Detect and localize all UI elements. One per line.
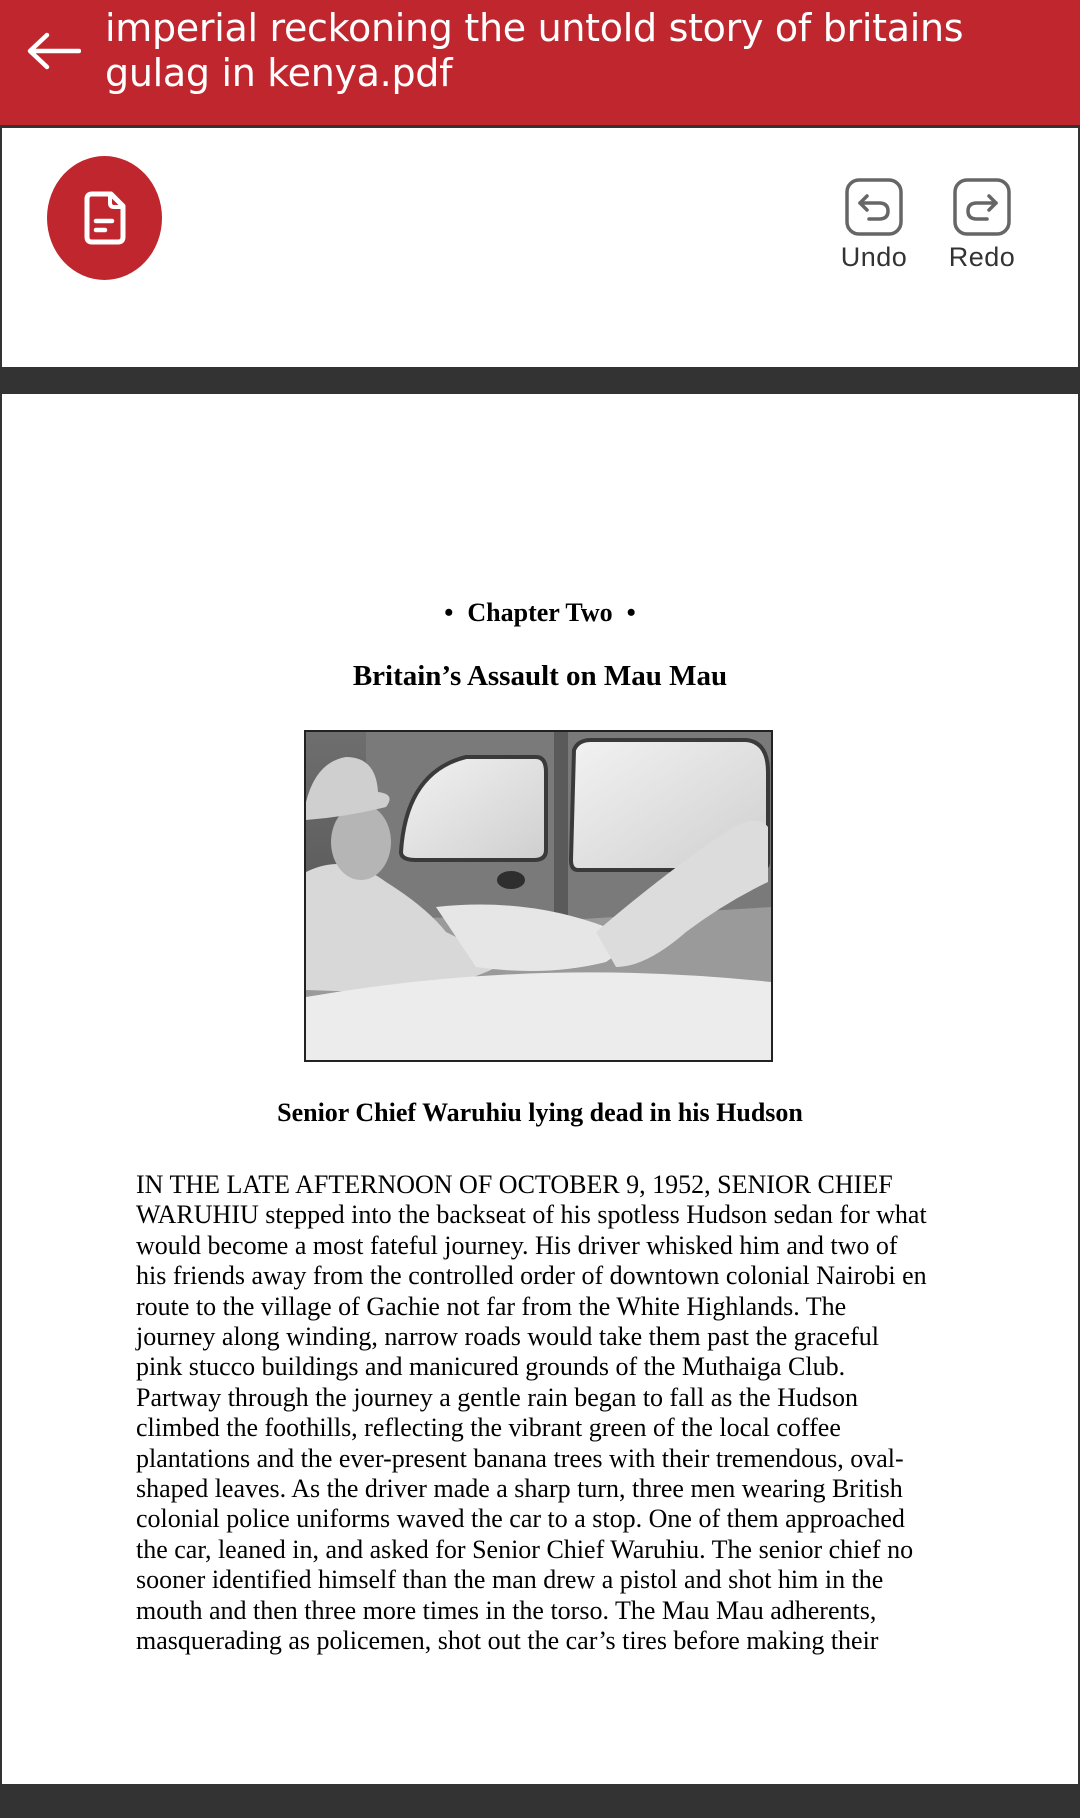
pdf-page[interactable] [2,394,1078,1784]
body-line: sooner identified himself than the man drew a pistol and shot him in the [136,1565,884,1595]
body-line: the car, leaned in, and asked for Senior Chief Waruhiu. The senior chief no [136,1534,914,1564]
body-line: would become a most fateful journey. His driver whisked him and two of [136,1230,898,1260]
body-line: climbed the foothills, reflecting the vibrant green of the local coffee [136,1413,841,1443]
undo-label: Undo [840,242,908,272]
body-line: WARUHIU stepped into the backseat of his spotless Hudson sedan for what [136,1200,927,1230]
app-bar [0,0,1080,125]
photo-caption: Senior Chief Waruhiu lying dead in his Hudson [277,1098,803,1127]
document-icon [77,189,133,247]
body-paragraph [136,1170,956,1657]
document-fab-button[interactable] [47,156,162,280]
body-line: mouth and then three more times in the torso. The Mau Mau adherents, [136,1595,877,1625]
body-line: colonial police uniforms waved the car to a stop. One of them approached [136,1504,905,1534]
chapter-title: Britain’s Assault on Mau Mau [352,660,728,692]
undo-icon [845,178,903,236]
chapter-label-text: Chapter Two [467,598,613,627]
chapter-label [2,598,1078,628]
document-title: imperial reckoning the untold story of britains gulag in kenya.pdf [105,6,964,95]
undo-button[interactable] [824,178,924,273]
body-line: his friends away from the controlled order of downtown colonial Nairobi en [136,1261,927,1291]
body-line: masquerading as policemen, shot out the car’s tires before making their [136,1626,879,1656]
body-line: journey along winding, narrow roads would take them past the graceful [136,1322,879,1352]
body-line: Partway through the journey a gentle rain began to fall as the Hudson [136,1382,859,1412]
edit-toolbar [2,128,1078,367]
arrow-left-icon [25,31,81,71]
back-button[interactable] [18,20,88,82]
body-line: IN THE LATE AFTERNOON OF OCTOBER 9, 1952, SENIOR CHIEF [136,1170,893,1199]
body-line: pink stucco buildings and manicured grounds of the Muthaiga Club. [136,1352,846,1382]
redo-label: Redo [948,242,1016,272]
bullet-right: • [626,598,636,627]
body-line: plantations and the ever-present banana trees with their tremendous, oval- [136,1443,904,1473]
chapter-photo [304,730,773,1062]
body-line: route to the village of Gachie not far from the White Highlands. The [136,1291,847,1321]
bullet-left: • [444,598,454,627]
redo-button[interactable] [932,178,1032,273]
redo-icon [953,178,1011,236]
body-line: shaped leaves. As the driver made a sharp turn, three men wearing British [136,1474,903,1504]
